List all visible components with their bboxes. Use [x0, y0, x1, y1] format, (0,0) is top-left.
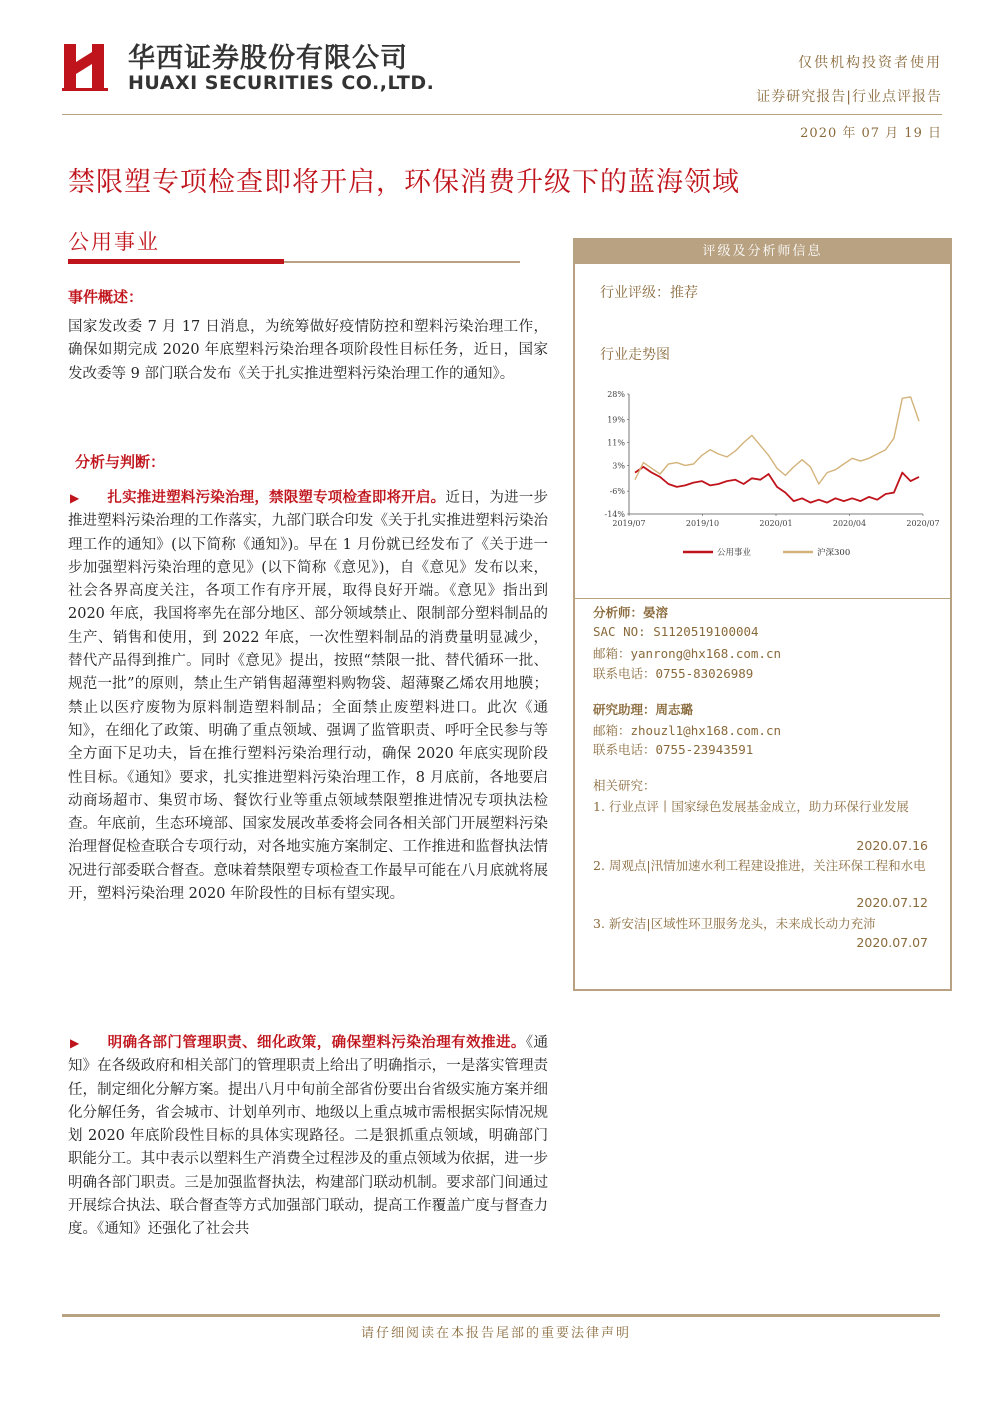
related-date-2: 2020.07.12 — [856, 895, 928, 910]
report-title: 禁限塑专项检查即将开启，环保消费升级下的蓝海领域 — [68, 167, 740, 198]
event-paragraph: 国家发改委 7 月 17 日消息，为统筹做好疫情防控和塑料污染治理工作，确保如期完成 2020 年底塑料污染治理各项阶段性目标任务，近日，国家发改委等 9 部门联合发布《关于扎实推进塑料污染治理工作的通知》。 — [68, 319, 548, 382]
audience-note: 仅供机构投资者使用 — [798, 55, 942, 71]
y-tick-label: -14% — [604, 510, 625, 519]
x-tick-label: 2020/01 — [759, 519, 793, 528]
company-name-en: HUAXI SECURITIES CO.,LTD. — [128, 72, 435, 94]
x-tick-label: 2019/10 — [685, 519, 720, 528]
related-research-label: 相关研究： — [593, 778, 656, 793]
industry-rating: 行业评级：推荐 — [600, 285, 698, 301]
sidebar-heading: 评级及分析师信息 — [575, 240, 950, 264]
y-tick-label: 11% — [607, 438, 625, 448]
related-date-3: 2020.07.07 — [856, 935, 928, 950]
x-tick-label: 2020/07 — [906, 519, 940, 528]
analyst-name: 分析师：晏溶 — [593, 605, 669, 620]
assistant-name: 研究助理：周志璐 — [593, 702, 694, 717]
y-tick-label: 19% — [607, 415, 625, 425]
x-tick-label: 2020/04 — [832, 519, 867, 528]
y-tick-label: 3% — [612, 461, 625, 471]
bullet-1-heading: 扎实推进塑料污染治理，禁限塑专项检查即将开启。 — [107, 489, 446, 506]
analyst-phone: 联系电话：0755-83026989 — [593, 666, 754, 681]
event-heading: 事件概述： — [68, 288, 144, 306]
report-date: 2020 年 07 月 19 日 — [800, 126, 942, 141]
legend-label-1: 公用事业 — [717, 548, 752, 558]
analyst-sac: SAC NO: S1120519100004 — [593, 624, 759, 639]
series-line-1 — [635, 467, 919, 503]
sector-underline — [68, 259, 284, 264]
analyst-email[interactable]: 邮箱：yanrong@hx168.com.cn — [593, 646, 782, 661]
bullet-2-text: 《通知》在各级政府和相关部门的管理职责上给出了明确指示，一是落实管理责任，制定细化分解方案。提出八月中旬前全部省份要出台省级实施方案并细化分解任务，省会城市、计划单列市、地级以上重点城市需根据实际情况规划 2020 年底阶段性目标的具体实现路径。二是狠抓重点领域，明确部门职能分工。其中表示以塑料生产消费全过程涉及的重点领域为依据，进一步明确各部门职责。三是加强监督执法，构建部门联动机制。要求部门间通过开展综合执法、联合督查等方式加强部门联动，提高工作覆盖广度与督查力度。《通知》还强化了社会共 — [68, 1035, 549, 1238]
y-tick-label: -6% — [609, 487, 625, 497]
industry-trend-chart — [595, 378, 945, 574]
x-tick-label: 2019/07 — [612, 519, 646, 528]
company-logo — [62, 38, 112, 94]
sidebar-divider — [575, 598, 950, 599]
bullet-arrow-icon: ▶ — [70, 491, 80, 505]
legend-label-2: 沪深300 — [817, 548, 851, 558]
bullet-1-text: 近日，为进一步推进塑料污染治理的工作落实，九部门联合印发《关于扎实推进塑料污染治理工作的通知》(以下简称《通知》)。早在 1 月份就已经发布了《关于进一步加强塑料污染治理的意见》(以下简称《意见》)，自《意见》发布以来，社会各界高度关注，各项工作有序开展，取得良好开端。《意见》指出到 2020 年底，我国将率先在部分地区、部分领域禁止、限制部分塑料制品的生产、销售和使用，到 2022 年底，一次性塑料制品的消费量明显减少，替代产品得到推广。同时《意见》提出，按照“禁限一批、替代循环一批、规范一批”的原则，禁止生产销售超薄塑料购物袋、超薄聚乙烯农用地膜；禁止以医疗废物为原料制造塑料制品；全面禁止废塑料进口。此次《通知》，在细化了政策、明确了重点领域、强调了监管职责、呼吁全民参与等全方面下足功夫，旨在推行塑料污染治理行动，确保 2020 年底实现阶段性目标。《通知》要求，扎实推进塑料污染治理工作，8 月底前，各地要启动商场超市、集贸市场、餐饮行业等重点领域禁限塑推进情况专项执法检查。年底前，生态环境部、国家发展改革委将会同各相关部门开展塑料污染治理督促检查联合专项行动，对各地实施方案制定、工作推进和监督执法情况进行部委联合督查。意味着禁限塑专项检查工作最早可能在八月底就将展开，塑料污染治理 2020 年阶段性的目标有望实现。 — [68, 490, 548, 903]
sector-underline-gold — [284, 261, 520, 263]
y-tick-label: 28% — [607, 390, 625, 399]
assistant-email[interactable]: 邮箱：zhouzl1@hx168.com.cn — [593, 723, 782, 738]
company-name-cn: 华西证券股份有限公司 — [128, 43, 408, 74]
legal-disclaimer-note: 请仔细阅读在本报告尾部的重要法律声明 — [360, 1326, 631, 1341]
trend-chart-label: 行业走势图 — [600, 347, 670, 363]
analysis-bullet-2 — [68, 1031, 548, 1242]
related-date-1: 2020.07.16 — [856, 838, 928, 853]
assistant-phone: 联系电话：0755-23943591 — [593, 742, 754, 757]
series-line-2 — [635, 397, 919, 484]
bullet-2-heading: 明确各部门管理职责、细化政策，确保塑料污染治理有效推进。 — [107, 1034, 526, 1051]
analysis-bullet-1 — [68, 486, 548, 906]
report-type: 证券研究报告|行业点评报告 — [756, 89, 942, 105]
related-item-3[interactable]: 3. 新安洁|区域性环卫服务龙头，未来成长动力充沛 — [593, 916, 876, 931]
related-item-2[interactable]: 2. 周观点|汛情加速水利工程建设推进，关注环保工程和水电 — [593, 858, 926, 873]
bullet-arrow-icon: ▶ — [70, 1036, 80, 1050]
footer-divider — [62, 1314, 940, 1317]
sector-name: 公用事业 — [68, 230, 160, 254]
header-divider — [62, 114, 942, 115]
analysis-heading: 分析与判断： — [75, 453, 166, 471]
related-item-1[interactable]: 1. 行业点评丨国家绿色发展基金成立，助力环保行业发展 — [593, 799, 909, 814]
